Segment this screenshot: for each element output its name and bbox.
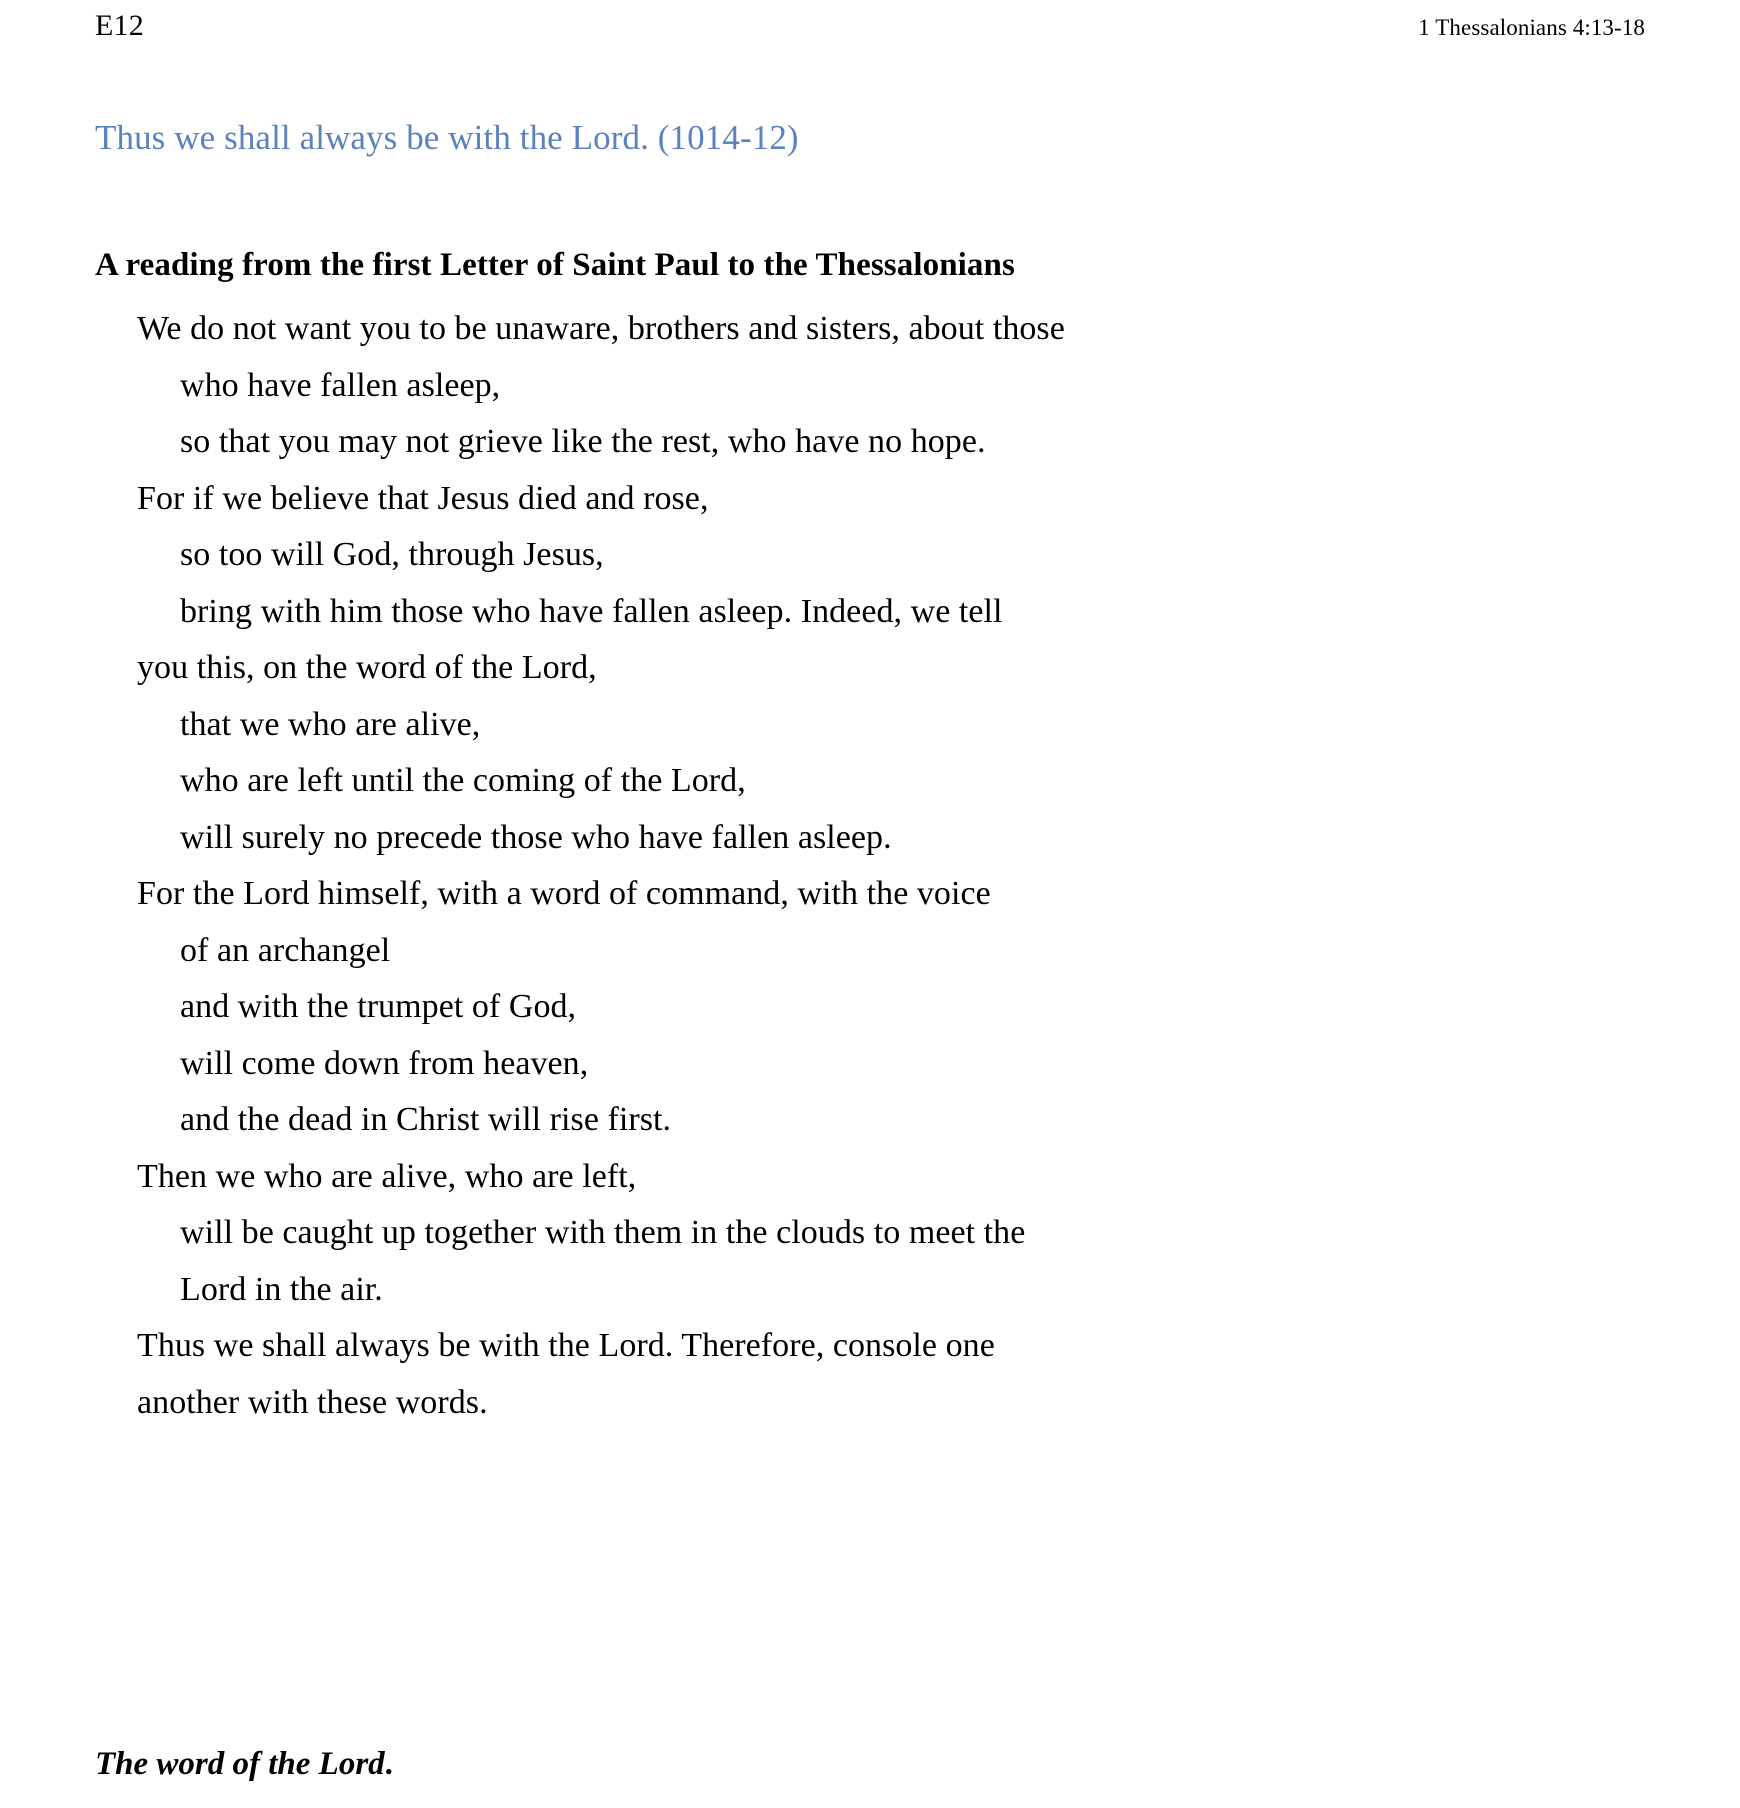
scripture-line: For if we believe that Jesus died and rose, [137,479,709,517]
folio-number: E12 [95,9,144,42]
scripture-line: bring with him those who have fallen asleep. Indeed, we tell [180,592,1003,630]
running-header [95,8,1645,44]
scripture-line: so that you may not grieve like the rest, who have no hope. [180,423,986,460]
scripture-line: another with these words. [137,1383,488,1421]
scripture-line: and the dead in Christ will rise first. [180,1101,672,1138]
scripture-line: who are left until the coming of the Lord, [180,762,746,799]
scripture-line: We do not want you to be unaware, brothers and sisters, about those [137,310,1065,347]
scripture-line: of an archangel [180,931,391,969]
closing-acclamation-text: The word of the Lord [95,1746,385,1782]
scripture-line: For the Lord himself, with a word of command, with the voice [137,875,991,912]
scripture-line: and with the trumpet of God, [180,988,577,1025]
scripture-line: Thus we shall always be with the Lord. Therefore, console one [137,1327,995,1364]
scripture-citation: 1 Thessalonians 4:13-18 [1418,15,1645,40]
scripture-line: who have fallen asleep, [180,366,501,404]
scripture-line: will be caught up together with them in the clouds to meet the [180,1214,1026,1251]
scripture-line: you this, on the word of the Lord, [137,649,597,686]
scripture-line: Lord in the air. [180,1270,383,1308]
closing-acclamation-period: . [384,1746,393,1782]
page-title: Thus we shall always be with the Lord. (1014-12) [95,118,799,157]
scripture-line: so too will God, through Jesus, [180,536,604,573]
closing-acclamation [95,1742,393,1786]
reading-introduction: A reading from the first Letter of Saint Paul to the Thessalonians [95,247,1015,283]
scripture-line: will come down from heaven, [180,1044,589,1082]
scripture-line: Then we who are alive, who are left, [137,1157,637,1195]
scripture-line: will surely no precede those who have fallen asleep. [180,818,892,856]
scripture-sense-lines [0,301,1740,1431]
reading-body [0,243,1740,1431]
scripture-line: that we who are alive, [180,705,481,743]
